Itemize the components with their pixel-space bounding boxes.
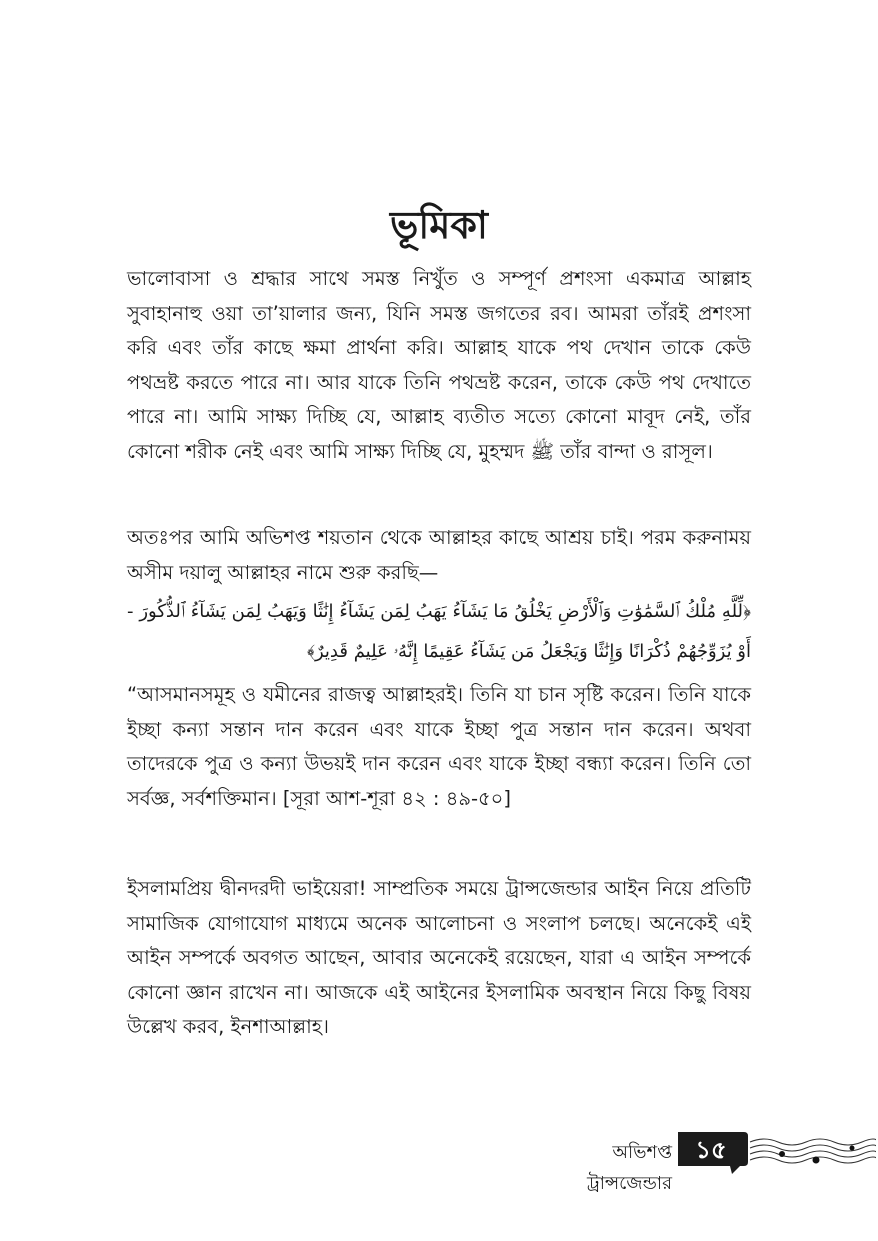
topic-paragraph: ইসলামপ্রিয় দ্বীনদরদী ভাইয়েরা! সাম্প্রতিক সময়ে ট্রান্সজেন্ডার আইন নিয়ে প্রতিটি সামাজিক যোগাযোগ মাধ্যমে অনেক আলোচনা ও সংলাপ চলছে। অনেকেই এই আইন সম্পর্কে অবগত আছেন, আবার অনেকেই রয়েছেন, যারা এ আইন সম্পর্কে কোনো জ্ঞান রাখেন না। আজকে এই আইনের ইসলামিক অবস্থান নিয়ে কিছু বিষয় উল্লেখ করব, ইনশাআল্লাহ।	[127, 877, 751, 1038]
verse-translation-paragraph: “আসমানসমূহ ও যমীনের রাজত্ব আল্লাহরই। তিনি যা চান সৃষ্টি করেন। তিনি যাকে ইচ্ছা কন্যা সন্তান দান করেন এবং যাকে ইচ্ছা পুত্র সন্তান দান করেন। অথবা তাদেরকে পুত্র ও কন্যা উভয়ই দান করেন এবং যাকে ইচ্ছা বন্ধ্যা করেন। তিনি তো সর্বজ্ঞ, সর্বশক্তিমান। [সূরা আশ-শূরা ৪২ : ৪৯-৫০]	[127, 683, 751, 810]
running-footer-title: অভিশপ্ত ট্রান্সজেন্ডার	[587, 1142, 672, 1194]
seeking-refuge-paragraph: অতঃপর আমি অভিশপ্ত শয়তান থেকে আল্লাহর কাছে আশ্রয় চাই। পরম করুনাময় অসীম দয়ালু আল্লাহর নামে শুরু করছি—	[127, 526, 751, 584]
intro-paragraph: ভালোবাসা ও শ্রদ্ধার সাথে সমস্ত নিখুঁত ও সম্পূর্ণ প্রশংসা একমাত্র আল্লাহ সুবাহানাহু ওয়া তা’য়ালার জন্য, যিনি সমস্ত জগতের রব। আমরা তাঁরই প্রশংসা করি এবং তাঁর কাছে ক্ষমা প্রার্থনা করি। আল্লাহ যাকে পথ দেখান তাকে কেউ পথভ্রষ্ট করতে পারে না। আর যাকে তিনি পথভ্রষ্ট করেন, তাকে কেউ পথ দেখাতে পারে না। আমি সাক্ষ্য দিচ্ছি যে, আল্লাহ ব্যতীত সত্যে কোনো মাবূদ নেই, তাঁর কোনো শরীক নেই এবং আমি সাক্ষ্য দিচ্ছি যে, মুহম্মদ ﷺ তাঁর বান্দা ও রাসূল।	[127, 267, 751, 463]
page-number: ১৫	[695, 1136, 727, 1164]
decorative-waves-icon	[748, 1134, 876, 1168]
arabic-verse: ﴿لِّلَّهِ مُلْكُ ٱلسَّمَٰوَٰتِ وَٱلْأَرْضِ يَخْلُقُ مَا يَشَآءُ يَهَبُ لِمَن يَشَآءُ إِنَٰثًا وَيَهَبُ لِمَن يَشَآءُ ٱلذُّكُورَ ‑ أَوْ يُزَوِّجُهُمْ ذُكْرَانًا وَإِنَٰثًا وَيَجْعَلُ مَن يَشَآءُ عَقِيمًا إِنَّهُۥ عَلِيمٌ قَدِيرٌ﴾	[127, 601, 751, 662]
page-title: ভূমিকা	[390, 203, 488, 247]
